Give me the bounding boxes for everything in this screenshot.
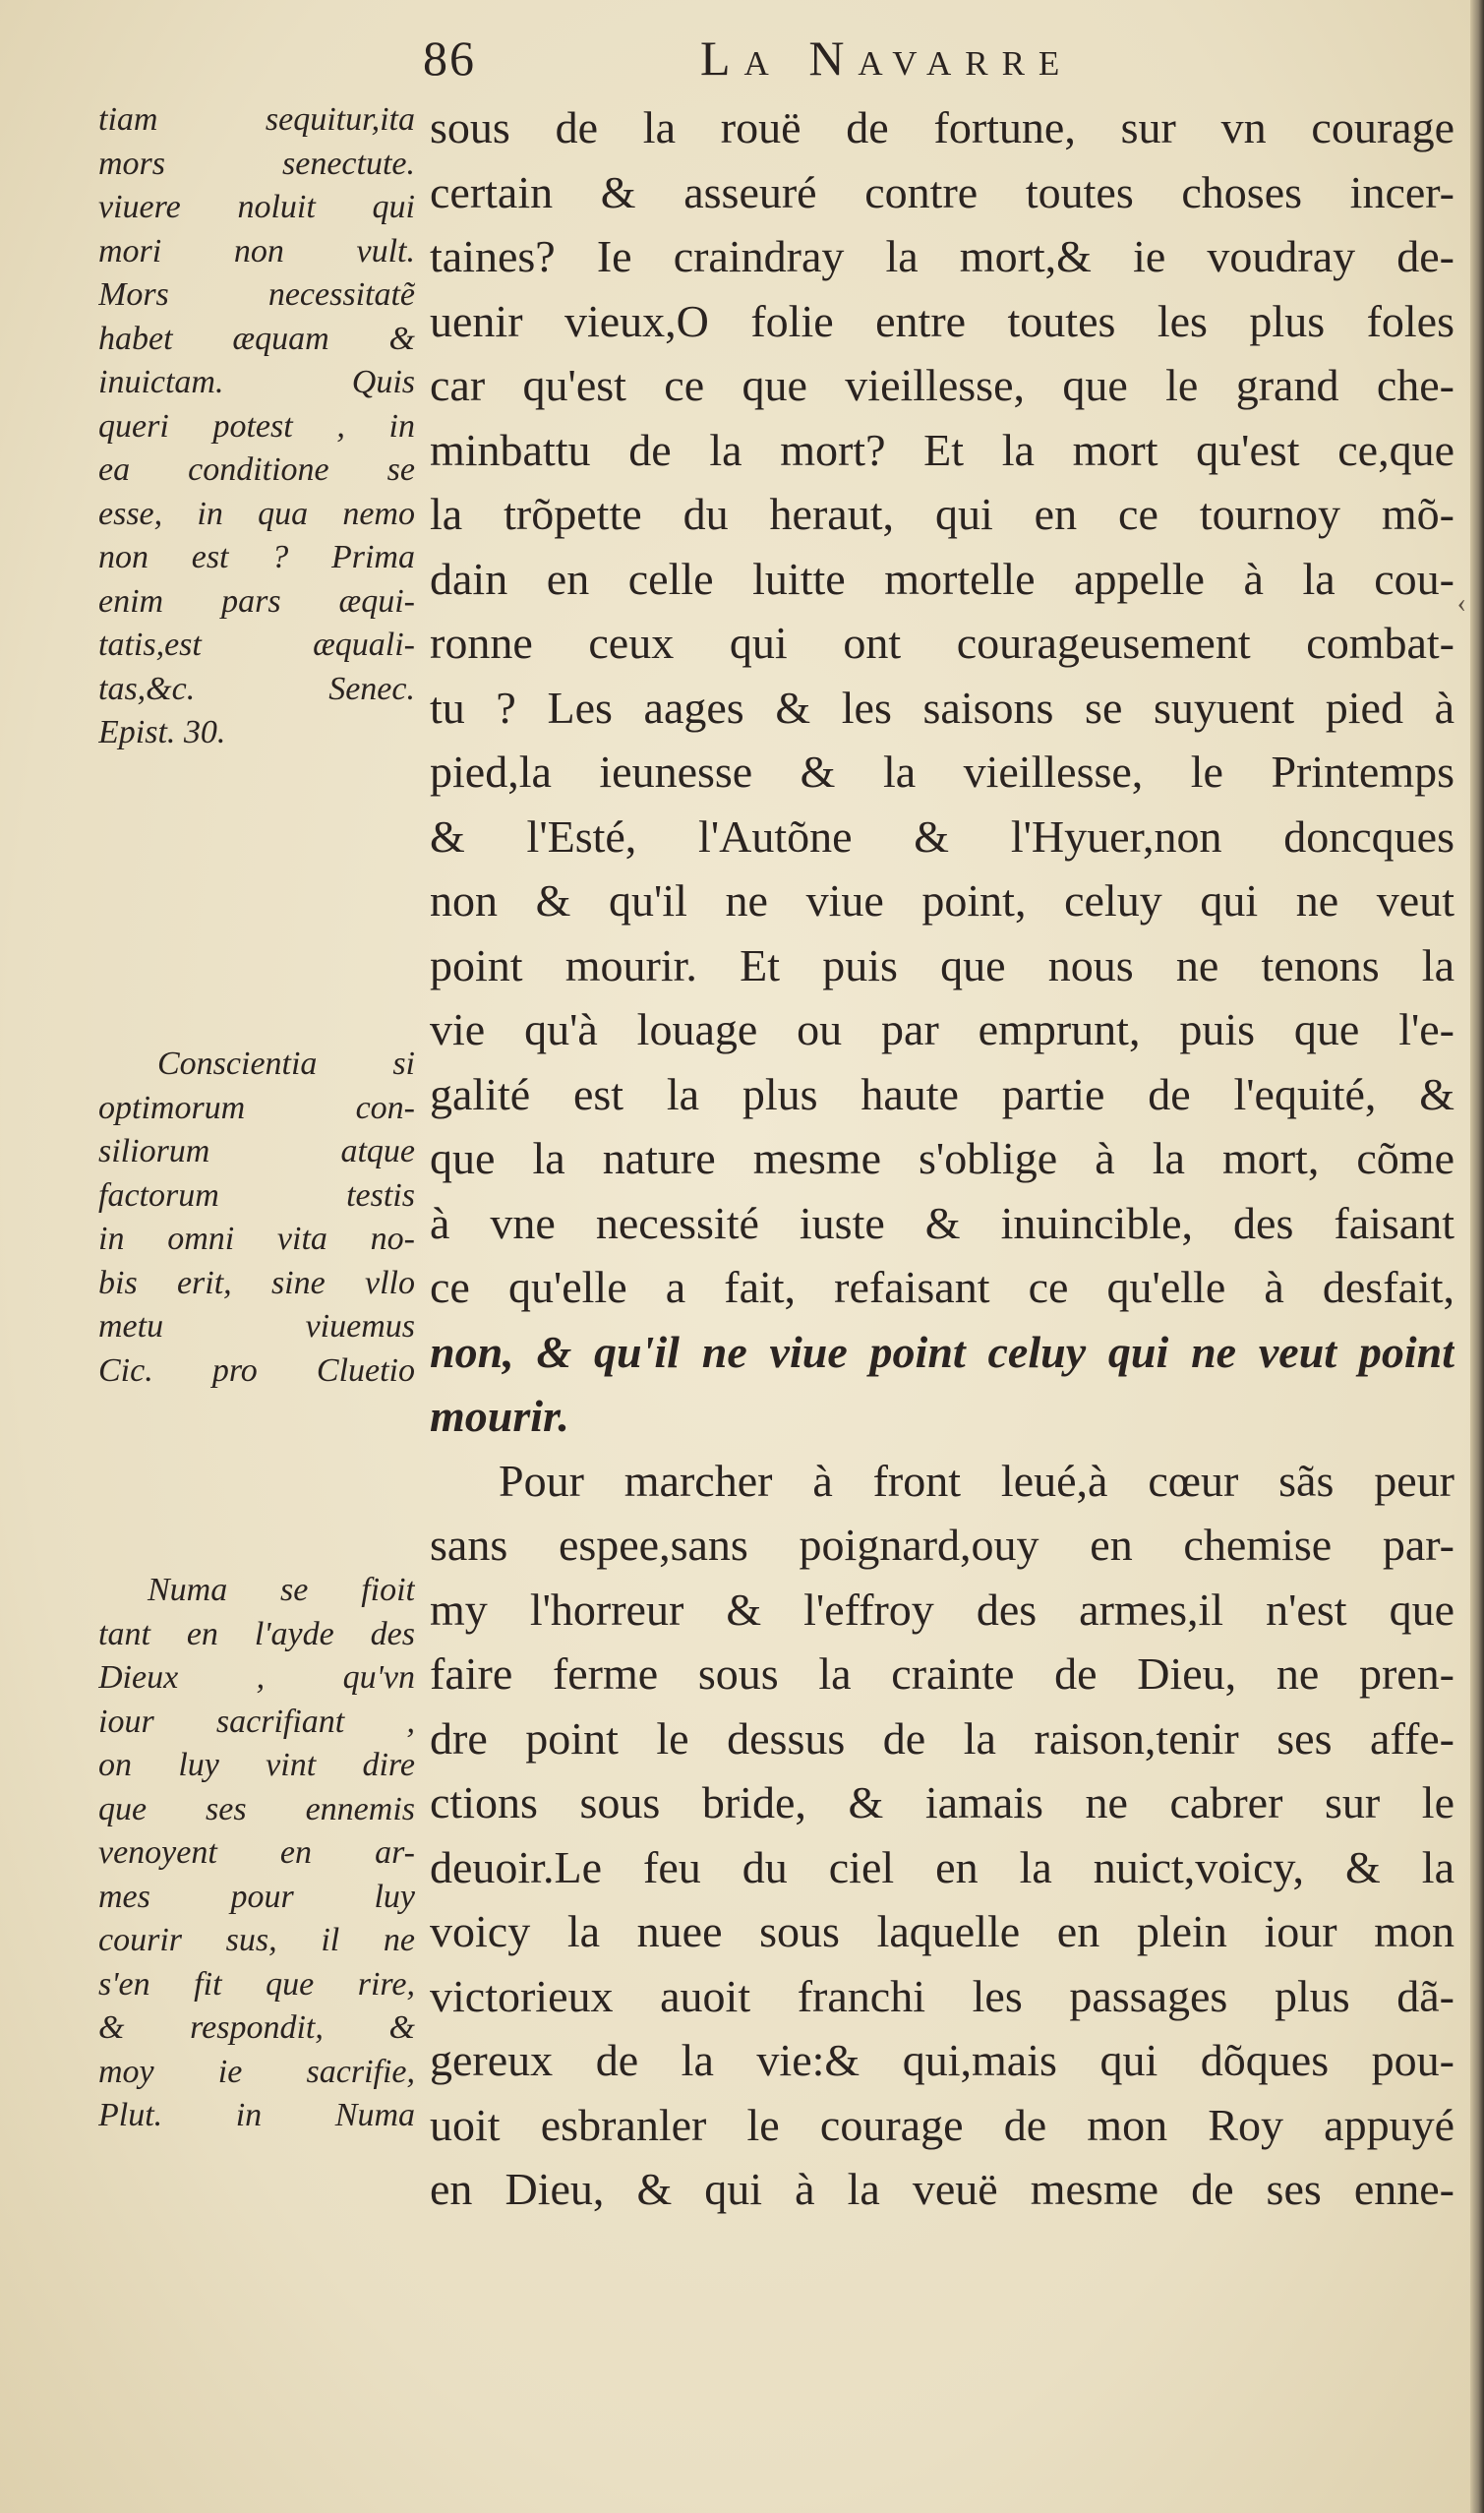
margin-line: optimorum con- — [98, 1089, 415, 1126]
text-line: ctions sous bride, & iamais ne cabrer sur le — [430, 1777, 1454, 1827]
margin-line: habet æquam & — [98, 320, 415, 357]
margin-line: s'en fit que rire, — [98, 1965, 415, 2003]
text-line: ce qu'elle a fait, refaisant ce qu'elle à desfait, — [430, 1262, 1454, 1312]
margin-line: ea conditione se — [98, 451, 415, 488]
margin-line: on luy vint dire — [98, 1747, 415, 1783]
margin-line: Epist. 30. — [98, 714, 226, 750]
margin-line: mori non vult. — [98, 232, 415, 269]
text-line: vie qu'à louage ou par emprunt, puis que l'e- — [430, 1004, 1454, 1054]
stray-mark: ‹ — [1456, 588, 1466, 619]
margin-line: queri potest , in — [98, 407, 415, 445]
margin-line: venoyent en ar- — [98, 1834, 415, 1871]
text-line: à vne necessité iuste & inuincible, des faisant — [430, 1197, 1454, 1248]
text-line: voicy la nuee sous laquelle en plein iour mon — [430, 1906, 1454, 1956]
margin-line: tatis,est æquali- — [98, 627, 415, 663]
text-line: ronne ceux qui ont courageusement combat- — [430, 618, 1454, 668]
margin-line: inuictam. Quis — [98, 364, 415, 400]
page-number: 86 — [423, 30, 476, 86]
margin-line: mors senectute. — [98, 145, 415, 182]
text-line: & l'Esté, l'Autõne & l'Hyuer,non doncques — [430, 810, 1454, 862]
margin-line: courir sus, il ne — [98, 1922, 415, 1958]
text-line: uenir vieux,O folie entre toutes les plus foles — [430, 295, 1454, 346]
margin-line: non est ? Prima — [98, 539, 415, 575]
text-line: faire ferme sous la crainte de Dieu, ne pren- — [430, 1648, 1454, 1699]
text-line: dain en celle luitte mortelle appelle à la cou- — [430, 553, 1454, 604]
margin-line: metu viuemus — [98, 1308, 415, 1345]
paragraph-first-line: Pour marcher à front leué,à cœur sãs peur — [499, 1455, 1454, 1506]
margin-line: Conscientia si — [157, 1046, 415, 1082]
margin-line: Numa se fioit — [148, 1572, 415, 1608]
text-line: que la nature mesme s'oblige à la mort, cõme — [430, 1133, 1454, 1183]
margin-line: Cic. pro Cluetio — [98, 1351, 415, 1389]
text-line: my l'horreur & l'effroy des armes,il n'est que — [430, 1584, 1454, 1635]
text-line: dre point le dessus de la raison,tenir ses affe- — [430, 1712, 1454, 1764]
margin-line: viuere noluit qui — [98, 189, 415, 225]
text-line: sous de la rouë de fortune, sur vn courage — [430, 102, 1454, 152]
margin-line: Dieux , qu'vn — [98, 1659, 415, 1696]
margin-line: bis erit, sine vllo — [98, 1264, 415, 1301]
text-line: certain & asseuré contre toutes choses incer- — [430, 166, 1454, 217]
text-line: tu ? Les aages & les saisons se suyuent pied à — [430, 682, 1454, 733]
margin-line: & respondit, & — [98, 2009, 415, 2046]
margin-line: tiam sequitur,ita — [98, 101, 415, 138]
margin-line: factorum testis — [98, 1176, 415, 1214]
margin-line: tant en l'ayde des — [98, 1615, 415, 1652]
text-line: minbattu de la mort? Et la mort qu'est ce,que — [430, 424, 1454, 475]
margin-line: mes pour luy — [98, 1878, 415, 1915]
margin-note-cicero — [98, 1043, 415, 1393]
text-line: gereux de la vie:& qui,mais qui dõques pou- — [430, 2035, 1454, 2085]
running-head: La Navarre — [700, 30, 1074, 86]
margin-note-plutarch — [98, 1569, 415, 2138]
margin-line: in omni vita no- — [98, 1221, 415, 1257]
margin-line: moy ie sacrifie, — [98, 2053, 415, 2090]
text-line: en Dieu, & qui à la veuë mesme de ses enne- — [430, 2164, 1454, 2214]
text-line: non & qu'il ne viue point, celuy qui ne veut — [430, 875, 1454, 926]
main-text-block — [430, 95, 1454, 2222]
text-line: uoit esbranler le courage de mon Roy appuyé — [430, 2099, 1454, 2150]
text-line: car qu'est ce que vieillesse, que le grand che- — [430, 360, 1454, 410]
text-line: sans espee,sans poignard,ouy en chemise par- — [430, 1520, 1454, 1570]
margin-line: enim pars æqui- — [98, 582, 415, 620]
margin-line: que ses ennemis — [98, 1790, 415, 1827]
margin-line: Mors necessitatẽ — [98, 276, 415, 313]
margin-line: siliorum atque — [98, 1133, 415, 1169]
text-line: taines? Ie craindray la mort,& ie voudray de- — [430, 231, 1454, 281]
text-line: galité est la plus haute partie de l'equité, & — [430, 1068, 1454, 1119]
margin-line: esse, in qua nemo — [98, 495, 415, 532]
margin-line: Plut. in Numa — [98, 2097, 415, 2133]
page-edge-shadow — [1470, 0, 1484, 2513]
text-line: deuoir.Le feu du ciel en la nuict,voicy, & la — [430, 1841, 1454, 1892]
text-line: la trõpette du heraut, qui en ce tournoy mõ- — [430, 489, 1454, 539]
italic-text-line: mourir. — [430, 1391, 569, 1441]
text-line: victorieux auoit franchi les passages plus dã- — [430, 1970, 1454, 2021]
page-header — [423, 30, 1170, 98]
italic-text-line: non, & qu'il ne viue point celuy qui ne veut point — [430, 1326, 1454, 1377]
text-line: point mourir. Et puis que nous ne tenons la — [430, 939, 1454, 990]
margin-line: tas,&c. Senec. — [98, 670, 415, 707]
margin-note-seneca — [98, 98, 415, 755]
margin-line: iour sacrifiant , — [98, 1703, 415, 1740]
text-line: pied,la ieunesse & la vieillesse, le Printemps — [430, 747, 1454, 797]
